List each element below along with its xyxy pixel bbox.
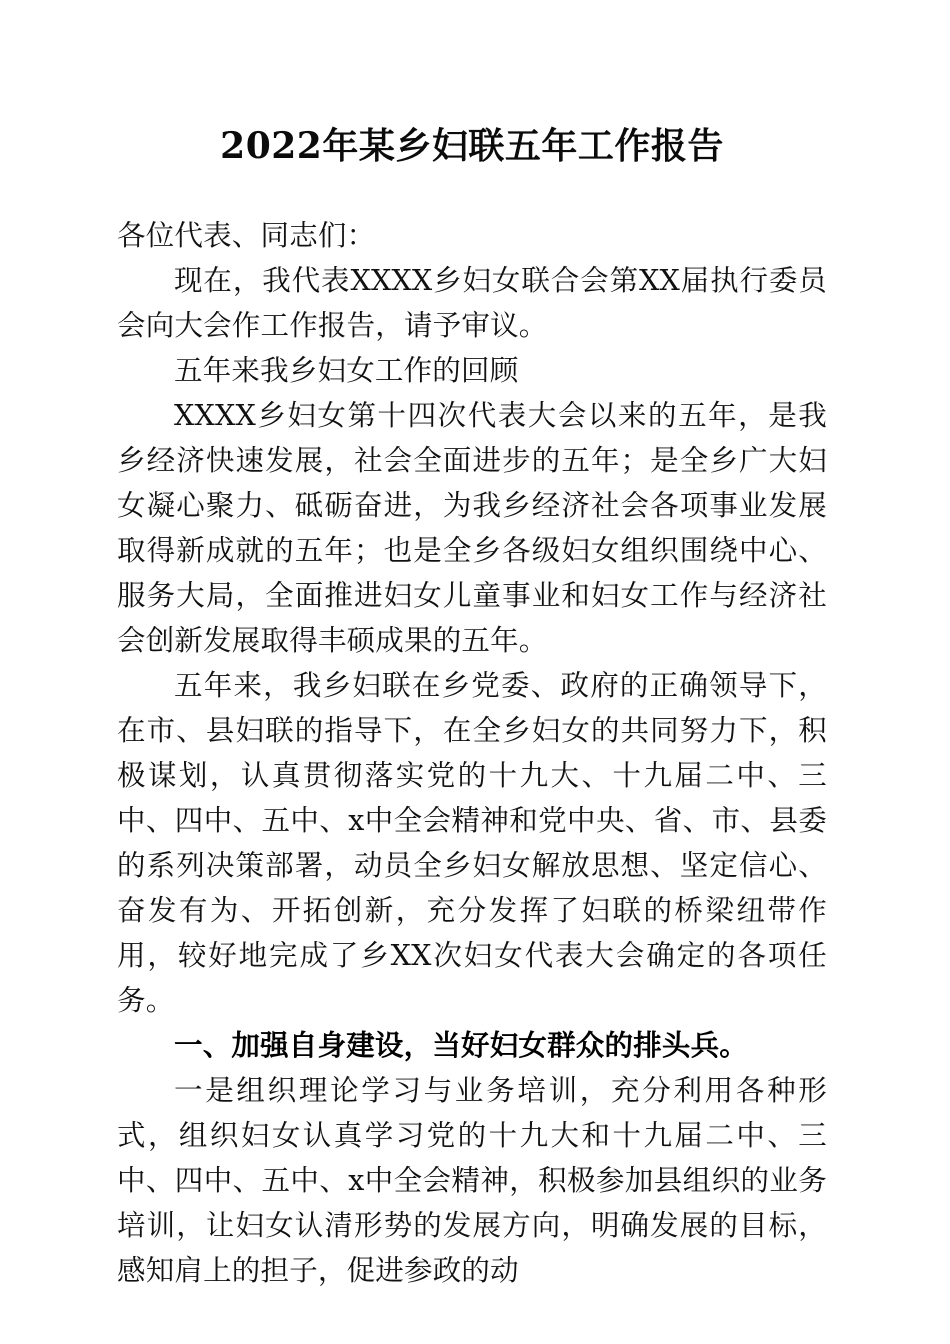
paragraph-opening: 现在，我代表XXXX乡妇女联合会第XX届执行委员会向大会作工作报告，请予审议。 bbox=[117, 264, 827, 342]
paragraph-section-lead: 五年来我乡妇女工作的回顾 bbox=[174, 354, 519, 387]
paragraph-salutation: 各位代表、同志们： bbox=[117, 219, 376, 252]
section-heading-1: 一、加强自身建设，当好妇女群众的排头兵。 bbox=[174, 1029, 749, 1062]
page-title: 2022年某乡妇联五年工作报告 bbox=[220, 125, 724, 167]
paragraph-review-2: 五年来，我乡妇联在乡党委、政府的正确领导下，在市、县妇联的指导下，在全乡妇女的共同努力下，积极谋划，认真贯彻落实党的十九大、十九届二中、三中、四中、五中、x中全会精神和党中央、省、市、县委的系列决策部署，动员全乡妇女解放思想、坚定信心、奋发有为、开拓创新，充分发挥了妇联的桥梁纽带作用，较好地完成了乡XX次妇女代表大会确定的各项任务。 bbox=[117, 669, 827, 1017]
document-body bbox=[117, 213, 827, 1293]
paragraph-item-1: 一是组织理论学习与业务培训，充分利用各种形式，组织妇女认真学习党的十九大和十九届二中、三中、四中、五中、x中全会精神，积极参加县组织的业务培训，让妇女认清形势的发展方向，明确发展的目标，感知肩上的担子，促进参政的动 bbox=[117, 1074, 827, 1287]
paragraph-review-1: XXXX乡妇女第十四次代表大会以来的五年，是我乡经济快速发展，社会全面进步的五年；是全乡广大妇女凝心聚力、砥砺奋进，为我乡经济社会各项事业发展取得新成就的五年；也是全乡各级妇女组织围绕中心、服务大局，全面推进妇女儿童事业和妇女工作与经济社会创新发展取得丰硕成果的五年。 bbox=[117, 399, 827, 657]
page-content-area bbox=[117, 0, 827, 1293]
